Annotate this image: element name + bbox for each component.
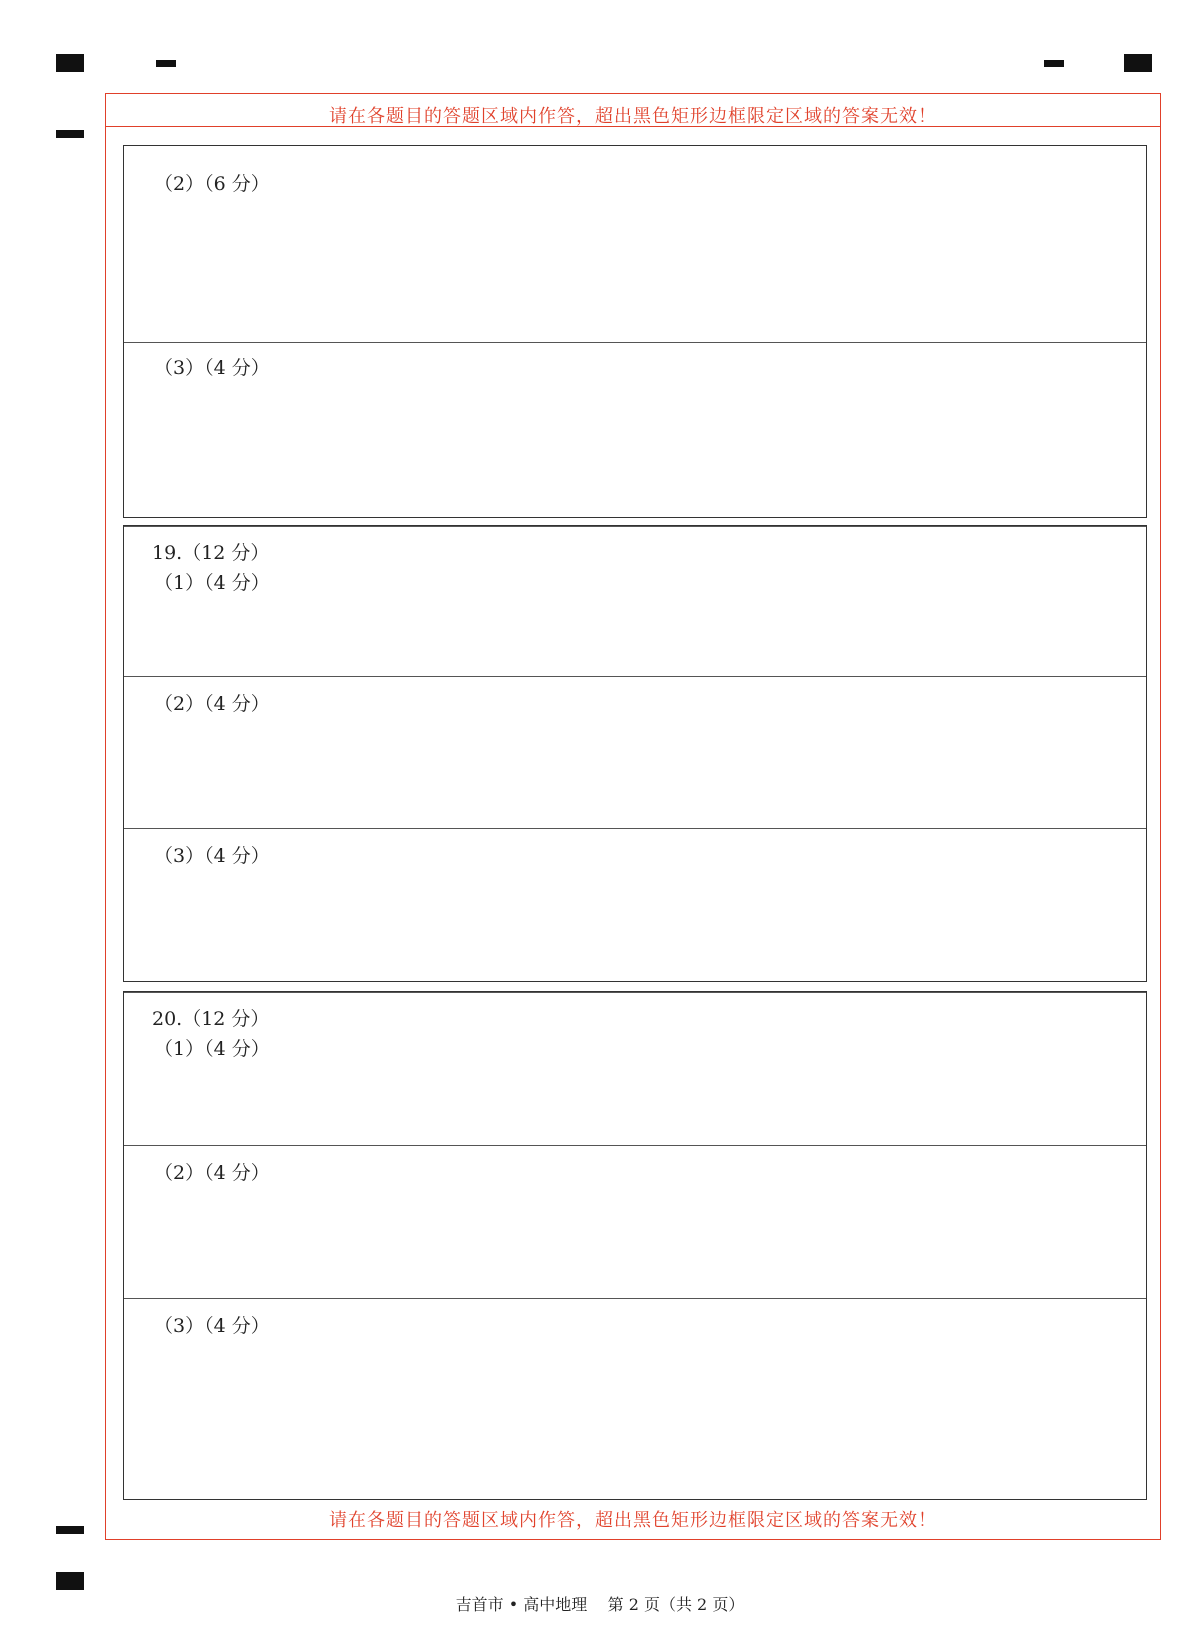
part-label: （2）（4 分） (154, 1162, 270, 1184)
question-19-box (123, 525, 1147, 982)
part-label: （3）（4 分） (154, 1315, 270, 1337)
registration-mark-top-right-small (1044, 60, 1064, 67)
registration-mark-top-left (56, 54, 84, 72)
answer-area-19-2[interactable] (124, 676, 1146, 828)
question-title: 19.（12 分） (152, 542, 270, 564)
part-label: （3）（4 分） (154, 845, 270, 867)
answer-area-19-3[interactable] (124, 828, 1146, 980)
registration-mark-left-lower (56, 1526, 84, 1534)
part-label: （3）（4 分） (154, 357, 270, 379)
answer-area-18-2[interactable] (124, 146, 1146, 342)
answer-area-20-3[interactable] (124, 1298, 1146, 1498)
answer-area-20-1[interactable] (124, 992, 1146, 1145)
answer-area-20-2[interactable] (124, 1145, 1146, 1298)
part-label: （2）（6 分） (154, 173, 270, 195)
question-title: 20.（12 分） (152, 1008, 270, 1030)
answer-area-19-1[interactable] (124, 526, 1146, 676)
question-18-box (123, 145, 1147, 518)
warning-divider (106, 126, 1160, 127)
registration-mark-top-left-small (156, 60, 176, 67)
answer-area-18-3[interactable] (124, 342, 1146, 516)
registration-mark-top-right (1124, 54, 1152, 72)
part-label: （1）（4 分） (154, 1038, 270, 1060)
registration-mark-left-upper (56, 130, 84, 138)
question-20-box (123, 991, 1147, 1500)
warning-top: 请在各题目的答题区域内作答，超出黑色矩形边框限定区域的答案无效！ (329, 106, 937, 127)
part-label: （1）（4 分） (154, 572, 270, 594)
page-footer: 吉首市 • 高中地理 第 2 页（共 2 页） (455, 1595, 745, 1614)
warning-bottom: 请在各题目的答题区域内作答，超出黑色矩形边框限定区域的答案无效！ (329, 1510, 937, 1531)
registration-mark-bottom-left (56, 1572, 84, 1590)
part-label: （2）（4 分） (154, 693, 270, 715)
